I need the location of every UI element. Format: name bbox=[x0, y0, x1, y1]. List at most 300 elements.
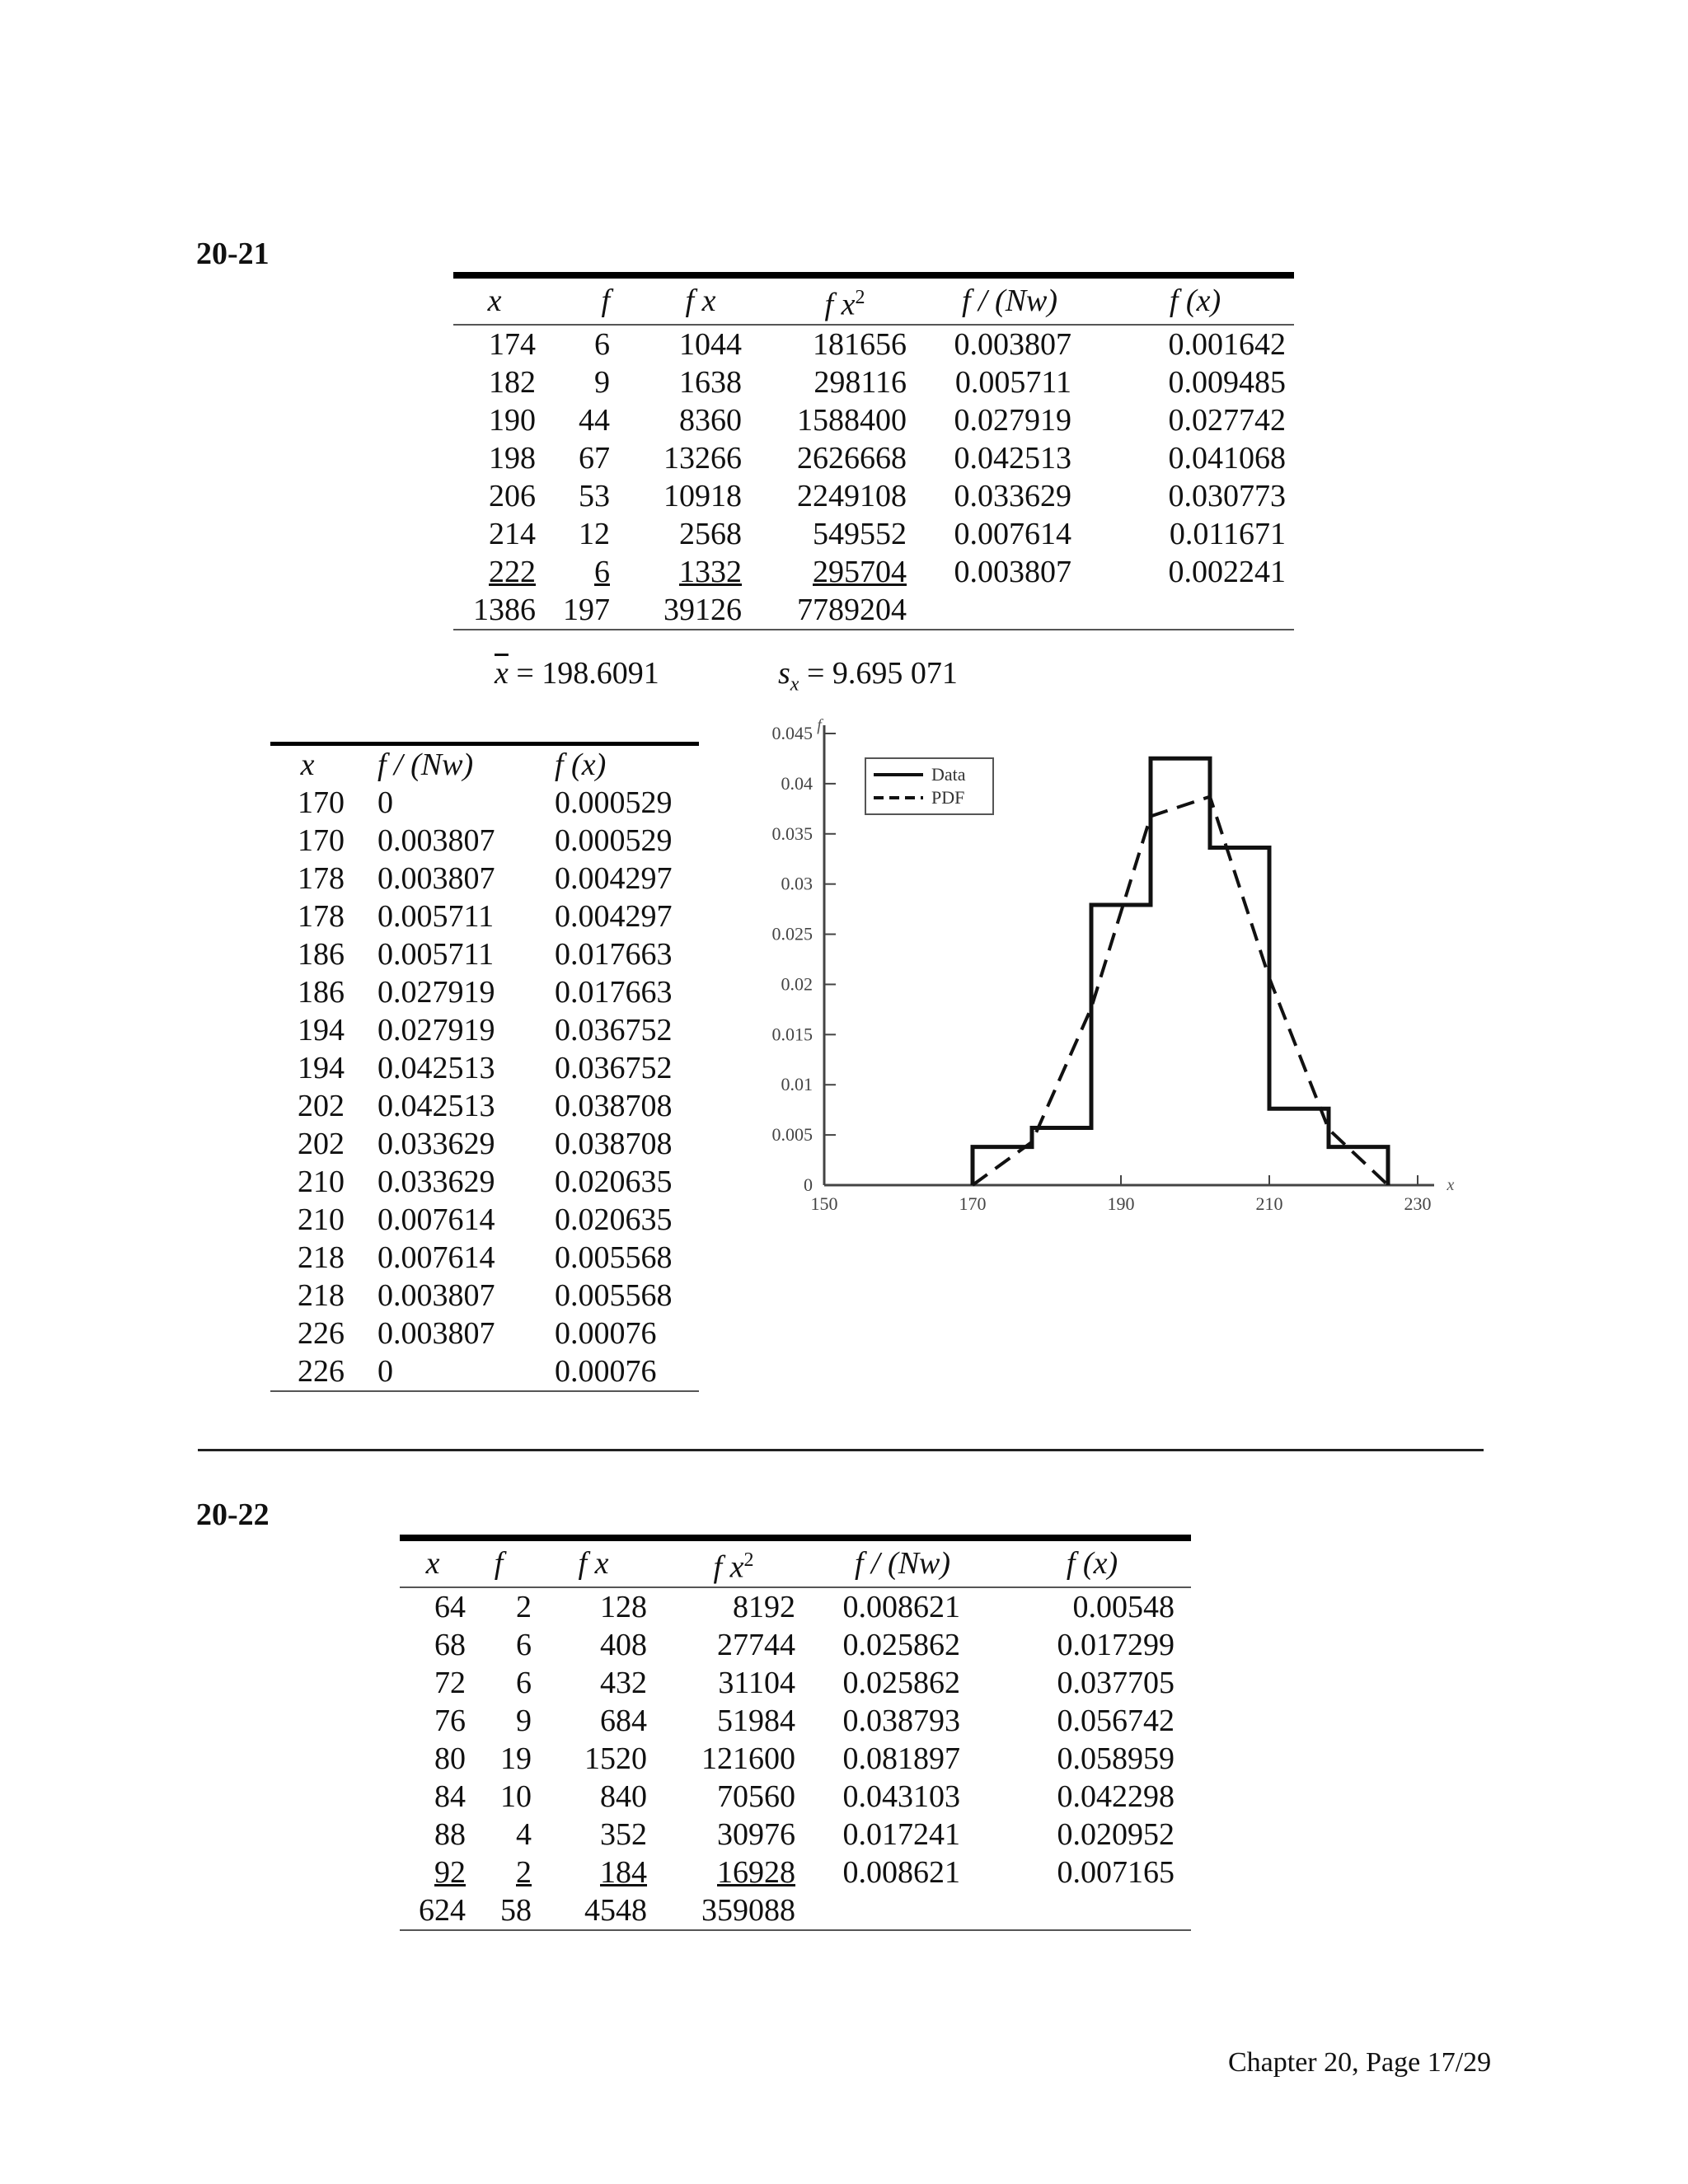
table-cell bbox=[635, 325, 767, 363]
cell-value: 72 bbox=[434, 1665, 466, 1700]
cell-value: 0.004297 bbox=[555, 899, 673, 934]
table-cell bbox=[466, 1740, 532, 1778]
table-row bbox=[400, 1740, 1191, 1778]
total-value: 624 bbox=[419, 1892, 466, 1928]
table-cell bbox=[1096, 553, 1294, 591]
cell-value: 206 bbox=[489, 478, 536, 513]
cell-value: 0.007165 bbox=[1057, 1854, 1175, 1890]
table-cell bbox=[270, 1049, 345, 1087]
table-cell bbox=[532, 1778, 655, 1816]
table-cell bbox=[270, 1239, 345, 1277]
table-row bbox=[400, 1664, 1191, 1702]
table-cell bbox=[400, 1740, 466, 1778]
x-tick-label: 150 bbox=[810, 1193, 838, 1214]
cell-value: 0.003807 bbox=[954, 326, 1071, 362]
table-cell bbox=[522, 1011, 699, 1049]
total-cell bbox=[1096, 591, 1294, 630]
col-header-f-nw: f / (Nw) bbox=[854, 1546, 951, 1582]
cell-value: 1520 bbox=[584, 1741, 647, 1776]
table-cell bbox=[532, 1854, 655, 1891]
table-cell bbox=[453, 515, 536, 553]
table-cell bbox=[532, 1664, 655, 1702]
table-cell bbox=[635, 553, 767, 591]
col-header-fx-pdf: f (x) bbox=[555, 748, 607, 782]
table-row bbox=[270, 973, 699, 1011]
section-divider bbox=[198, 1449, 1484, 1451]
x-tick-label: 170 bbox=[959, 1193, 987, 1214]
col-header-fx: f x bbox=[685, 284, 716, 319]
table-cell bbox=[655, 1587, 812, 1626]
total-cell bbox=[993, 1891, 1191, 1930]
cell-value: 9 bbox=[594, 364, 610, 400]
table-cell bbox=[532, 1702, 655, 1740]
table-cell bbox=[453, 553, 536, 591]
table-cell bbox=[345, 898, 522, 935]
table-row bbox=[270, 1277, 699, 1315]
cell-value: 226 bbox=[298, 1316, 345, 1351]
cell-value: 408 bbox=[600, 1627, 647, 1662]
cell-value: 8360 bbox=[679, 402, 742, 438]
table-row bbox=[453, 325, 1294, 363]
y-tick-label: 0 bbox=[804, 1174, 813, 1195]
cell-value: 70560 bbox=[717, 1779, 795, 1814]
table-cell bbox=[453, 401, 536, 439]
table-row bbox=[400, 1626, 1191, 1664]
table-cell bbox=[532, 1626, 655, 1664]
total-cell bbox=[767, 591, 923, 630]
cell-value: 0.038708 bbox=[555, 1127, 673, 1161]
table-row bbox=[453, 363, 1294, 401]
table-cell bbox=[270, 860, 345, 898]
table-cell bbox=[522, 898, 699, 935]
table-row bbox=[400, 1587, 1191, 1626]
table-cell bbox=[655, 1816, 812, 1854]
table-cell bbox=[532, 1816, 655, 1854]
table-cell bbox=[345, 1087, 522, 1125]
cell-value: 194 bbox=[298, 1051, 345, 1085]
cell-value: 549552 bbox=[813, 516, 907, 551]
cell-value: 0.042513 bbox=[377, 1089, 495, 1123]
table-cell bbox=[345, 1315, 522, 1352]
table-row bbox=[453, 515, 1294, 553]
table-cell bbox=[522, 1087, 699, 1125]
table-cell bbox=[993, 1816, 1191, 1854]
y-tick-label: 0.045 bbox=[771, 723, 813, 743]
y-axis-label: f bbox=[817, 717, 822, 734]
cell-value: 0.056742 bbox=[1057, 1703, 1175, 1738]
table-cell bbox=[655, 1664, 812, 1702]
cell-value: 0.003807 bbox=[377, 1278, 495, 1313]
col-header-f-nw: f / (Nw) bbox=[961, 284, 1058, 319]
cell-value: 190 bbox=[489, 402, 536, 438]
cell-value: 298116 bbox=[814, 364, 907, 400]
cell-value: 0.036752 bbox=[555, 1051, 673, 1085]
table-cell bbox=[635, 477, 767, 515]
table-cell bbox=[536, 515, 635, 553]
cell-value: 0 bbox=[377, 785, 393, 820]
table-cell bbox=[1096, 325, 1294, 363]
cell-value: 80 bbox=[434, 1741, 466, 1776]
table-cell bbox=[270, 1011, 345, 1049]
cell-value: 218 bbox=[298, 1278, 345, 1313]
table-row bbox=[400, 1854, 1191, 1891]
table-cell bbox=[270, 784, 345, 822]
cell-value: 76 bbox=[434, 1703, 466, 1738]
cell-value: 2249108 bbox=[797, 478, 907, 513]
table-row bbox=[270, 898, 699, 935]
cell-value: 178 bbox=[298, 899, 345, 934]
table-header-row bbox=[400, 1538, 1191, 1587]
x-tick-label: 190 bbox=[1107, 1193, 1135, 1214]
cell-value: 0.017241 bbox=[842, 1816, 960, 1852]
total-cell bbox=[532, 1891, 655, 1930]
table-cell bbox=[453, 477, 536, 515]
cell-value: 174 bbox=[489, 326, 536, 362]
table-row bbox=[270, 1049, 699, 1087]
table-cell bbox=[466, 1626, 532, 1664]
legend-label-data: Data bbox=[931, 764, 966, 785]
cell-value: 0.011671 bbox=[1169, 516, 1286, 551]
table-cell bbox=[635, 363, 767, 401]
cell-value: 16928 bbox=[717, 1854, 795, 1890]
cell-value: 352 bbox=[600, 1816, 647, 1852]
total-value: 197 bbox=[563, 592, 610, 627]
table-header-row bbox=[270, 744, 699, 785]
legend-box bbox=[865, 758, 993, 814]
table-cell bbox=[345, 1163, 522, 1201]
table-cell bbox=[923, 477, 1096, 515]
cell-value: 0.005711 bbox=[954, 364, 1071, 400]
cell-value: 186 bbox=[298, 975, 345, 1010]
cell-value: 27744 bbox=[717, 1627, 795, 1662]
cell-value: 4 bbox=[516, 1816, 532, 1852]
cell-value: 12 bbox=[579, 516, 610, 551]
table-cell bbox=[655, 1740, 812, 1778]
table-cell bbox=[923, 325, 1096, 363]
col-header-x: x bbox=[300, 748, 315, 782]
table-cell bbox=[923, 553, 1096, 591]
cell-value: 0.002241 bbox=[1168, 554, 1286, 589]
table-cell bbox=[1096, 439, 1294, 477]
table-cell bbox=[522, 935, 699, 973]
section-label-20-21: 20-21 bbox=[196, 237, 270, 271]
table-cell bbox=[466, 1664, 532, 1702]
table-cell bbox=[270, 822, 345, 860]
cell-value: 198 bbox=[489, 440, 536, 476]
table-row bbox=[270, 1011, 699, 1049]
table-cell bbox=[400, 1626, 466, 1664]
table-cell bbox=[655, 1626, 812, 1664]
table-cell bbox=[993, 1702, 1191, 1740]
cell-value: 0.003807 bbox=[377, 823, 495, 858]
histogram-pdf-chart bbox=[725, 717, 1484, 1228]
table-cell bbox=[522, 860, 699, 898]
cell-value: 1588400 bbox=[797, 402, 907, 438]
table-cell bbox=[993, 1778, 1191, 1816]
cell-value: 210 bbox=[298, 1165, 345, 1199]
cell-value: 170 bbox=[298, 785, 345, 820]
cell-value: 44 bbox=[579, 402, 610, 438]
table-cell bbox=[923, 515, 1096, 553]
cell-value: 0 bbox=[377, 1354, 393, 1389]
cell-value: 0.027919 bbox=[377, 1013, 495, 1047]
table-cell bbox=[812, 1664, 993, 1702]
cell-value: 1332 bbox=[679, 554, 742, 589]
y-tick-label: 0.015 bbox=[771, 1024, 813, 1045]
cell-value: 0.041068 bbox=[1168, 440, 1286, 476]
table-row bbox=[270, 784, 699, 822]
total-cell bbox=[453, 591, 536, 630]
table-cell bbox=[345, 822, 522, 860]
table-row bbox=[270, 1315, 699, 1352]
cell-value: 0.000529 bbox=[555, 823, 673, 858]
table-cell bbox=[536, 325, 635, 363]
table-cell bbox=[345, 1201, 522, 1239]
cell-value: 840 bbox=[600, 1779, 647, 1814]
cell-value: 67 bbox=[579, 440, 610, 476]
mean-value: $\overline{x} = 198.6091$ bbox=[495, 656, 659, 691]
cell-value: 0.025862 bbox=[842, 1665, 960, 1700]
cell-value: 432 bbox=[600, 1665, 647, 1700]
total-value: 58 bbox=[500, 1892, 532, 1928]
table-cell bbox=[345, 1277, 522, 1315]
cell-value: 0.009485 bbox=[1168, 364, 1286, 400]
table-cell bbox=[767, 477, 923, 515]
cell-value: 6 bbox=[516, 1665, 532, 1700]
y-tick-label: 0.02 bbox=[781, 973, 813, 995]
cell-value: 218 bbox=[298, 1240, 345, 1275]
table-cell bbox=[635, 401, 767, 439]
cell-value: 19 bbox=[500, 1741, 532, 1776]
cell-value: 0.003807 bbox=[954, 554, 1071, 589]
table-cell bbox=[270, 1277, 345, 1315]
table-row bbox=[453, 553, 1294, 591]
table-cell bbox=[812, 1816, 993, 1854]
cell-value: 2568 bbox=[679, 516, 742, 551]
table-cell bbox=[345, 1239, 522, 1277]
table-cell bbox=[812, 1702, 993, 1740]
cell-value: 0.037705 bbox=[1057, 1665, 1175, 1700]
table-row bbox=[270, 1201, 699, 1239]
cell-value: 53 bbox=[579, 478, 610, 513]
table-row bbox=[270, 1352, 699, 1391]
x-tick-label: 230 bbox=[1404, 1193, 1432, 1214]
y-tick-label: 0.03 bbox=[781, 873, 813, 894]
cell-value: 0.038708 bbox=[555, 1089, 673, 1123]
cell-value: 10918 bbox=[663, 478, 742, 513]
cell-value: 64 bbox=[434, 1589, 466, 1624]
x-axis-label: x bbox=[1447, 1176, 1455, 1194]
cell-value: 2 bbox=[516, 1589, 532, 1624]
table-row bbox=[270, 1239, 699, 1277]
table-cell bbox=[466, 1587, 532, 1626]
cell-value: 0.003807 bbox=[377, 861, 495, 896]
table-cell bbox=[522, 822, 699, 860]
cell-value: 202 bbox=[298, 1089, 345, 1123]
cell-value: 0.042513 bbox=[377, 1051, 495, 1085]
col-header-fx2: f $x^2$ bbox=[824, 287, 865, 322]
cell-value: 182 bbox=[489, 364, 536, 400]
table-cell bbox=[993, 1587, 1191, 1626]
cell-value: 121600 bbox=[701, 1741, 795, 1776]
total-value: 359088 bbox=[701, 1892, 795, 1928]
cell-value: 0.007614 bbox=[377, 1240, 495, 1275]
cell-value: 0.005711 bbox=[377, 899, 495, 934]
table-cell bbox=[522, 973, 699, 1011]
table-cell bbox=[466, 1702, 532, 1740]
col-header-fx-pdf: f (x) bbox=[1066, 1546, 1118, 1582]
frequency-table-20-22 bbox=[400, 1535, 1191, 1931]
table-cell bbox=[270, 1087, 345, 1125]
y-tick-label: 0.01 bbox=[781, 1074, 813, 1095]
cell-value: 210 bbox=[298, 1202, 345, 1237]
total-cell bbox=[923, 591, 1096, 630]
cell-value: 31104 bbox=[718, 1665, 795, 1700]
cell-value: 8192 bbox=[733, 1589, 795, 1624]
cell-value: 0.00076 bbox=[555, 1354, 657, 1389]
table-cell bbox=[345, 935, 522, 973]
cell-value: 202 bbox=[298, 1127, 345, 1161]
cell-value: 0.005568 bbox=[555, 1240, 673, 1275]
total-cell bbox=[536, 591, 635, 630]
std-dev-value-text: = 9.695 071 bbox=[806, 656, 958, 691]
cell-value: 9 bbox=[516, 1703, 532, 1738]
table-cell bbox=[1096, 363, 1294, 401]
table-cell bbox=[466, 1816, 532, 1854]
cell-value: 0.017663 bbox=[555, 937, 673, 972]
cell-value: 0.033629 bbox=[377, 1165, 495, 1199]
y-tick-label: 0.04 bbox=[781, 772, 813, 794]
col-header-f: f bbox=[494, 1546, 504, 1582]
cell-value: 0.00548 bbox=[1072, 1589, 1175, 1624]
cell-value: 0.036752 bbox=[555, 1013, 673, 1047]
table-cell bbox=[993, 1626, 1191, 1664]
cell-value: 6 bbox=[516, 1627, 532, 1662]
cell-value: 0.027742 bbox=[1168, 402, 1286, 438]
table-cell bbox=[923, 401, 1096, 439]
total-value: 39126 bbox=[663, 592, 742, 627]
y-tick-label: 0.025 bbox=[771, 923, 813, 944]
cell-value: 0.005568 bbox=[555, 1278, 673, 1313]
table-cell bbox=[522, 1049, 699, 1087]
table-cell bbox=[655, 1778, 812, 1816]
table-cell bbox=[453, 325, 536, 363]
cell-value: 184 bbox=[600, 1854, 647, 1890]
y-tick-label: 0.035 bbox=[771, 823, 813, 844]
table-cell bbox=[400, 1854, 466, 1891]
table-cell bbox=[345, 973, 522, 1011]
cell-value: 0.030773 bbox=[1168, 478, 1286, 513]
cell-value: 0.017299 bbox=[1057, 1627, 1175, 1662]
cell-value: 0.000529 bbox=[555, 785, 673, 820]
cell-value: 186 bbox=[298, 937, 345, 972]
cell-value: 0.043103 bbox=[842, 1779, 960, 1814]
table-cell bbox=[453, 439, 536, 477]
cell-value: 0.007614 bbox=[954, 516, 1071, 551]
total-value: 4548 bbox=[584, 1892, 647, 1928]
col-header-x: x bbox=[487, 284, 502, 319]
table-cell bbox=[522, 784, 699, 822]
cell-value: 0.081897 bbox=[842, 1741, 960, 1776]
cell-value: 128 bbox=[600, 1589, 647, 1624]
table-cell bbox=[536, 363, 635, 401]
cell-value: 1044 bbox=[679, 326, 742, 362]
table-row bbox=[270, 1125, 699, 1163]
cell-value: 92 bbox=[434, 1854, 466, 1890]
table-cell bbox=[400, 1778, 466, 1816]
table-cell bbox=[522, 1239, 699, 1277]
cell-value: 222 bbox=[489, 554, 536, 589]
table-cell bbox=[1096, 515, 1294, 553]
table-cell bbox=[536, 401, 635, 439]
total-cell bbox=[655, 1891, 812, 1930]
cell-value: 88 bbox=[434, 1816, 466, 1852]
table-cell bbox=[522, 1125, 699, 1163]
total-value: 1386 bbox=[473, 592, 536, 627]
table-cell bbox=[993, 1664, 1191, 1702]
histogram-points-table bbox=[270, 742, 699, 1392]
total-cell bbox=[635, 591, 767, 630]
col-header-fx: f x bbox=[578, 1546, 609, 1582]
table-cell bbox=[270, 935, 345, 973]
cell-value: 0.027919 bbox=[377, 975, 495, 1010]
table-cell bbox=[993, 1854, 1191, 1891]
table-cell bbox=[767, 553, 923, 591]
totals-row bbox=[400, 1891, 1191, 1930]
cell-value: 0.027919 bbox=[954, 402, 1071, 438]
cell-value: 0.020635 bbox=[555, 1202, 673, 1237]
cell-value: 0.058959 bbox=[1057, 1741, 1175, 1776]
table-cell bbox=[1096, 477, 1294, 515]
cell-value: 51984 bbox=[717, 1703, 795, 1738]
cell-value: 0.001642 bbox=[1168, 326, 1286, 362]
table-cell bbox=[923, 363, 1096, 401]
cell-value: 194 bbox=[298, 1013, 345, 1047]
table-row bbox=[400, 1702, 1191, 1740]
cell-value: 68 bbox=[434, 1627, 466, 1662]
cell-value: 0.004297 bbox=[555, 861, 673, 896]
cell-value: 0.033629 bbox=[954, 478, 1071, 513]
table-row bbox=[270, 860, 699, 898]
table-cell bbox=[522, 1352, 699, 1391]
table-cell bbox=[522, 1201, 699, 1239]
table-row bbox=[453, 401, 1294, 439]
table-cell bbox=[345, 784, 522, 822]
table-cell bbox=[522, 1163, 699, 1201]
cell-value: 0.020952 bbox=[1057, 1816, 1175, 1852]
cell-value: 0.038793 bbox=[842, 1703, 960, 1738]
col-header-fx-pdf: f (x) bbox=[1169, 284, 1221, 319]
cell-value: 0.005711 bbox=[377, 937, 495, 972]
total-cell bbox=[466, 1891, 532, 1930]
cell-value: 10 bbox=[500, 1779, 532, 1814]
table-cell bbox=[270, 1125, 345, 1163]
cell-value: 0.008621 bbox=[842, 1589, 960, 1624]
table-cell bbox=[655, 1702, 812, 1740]
table-row bbox=[400, 1816, 1191, 1854]
cell-value: 0.008621 bbox=[842, 1854, 960, 1890]
table-cell bbox=[812, 1854, 993, 1891]
table-cell bbox=[536, 553, 635, 591]
table-row bbox=[453, 477, 1294, 515]
table-cell bbox=[923, 439, 1096, 477]
cell-value: 181656 bbox=[813, 326, 907, 362]
table-cell bbox=[345, 1352, 522, 1391]
table-cell bbox=[453, 363, 536, 401]
table-cell bbox=[812, 1587, 993, 1626]
table-cell bbox=[270, 1201, 345, 1239]
table-cell bbox=[270, 1352, 345, 1391]
